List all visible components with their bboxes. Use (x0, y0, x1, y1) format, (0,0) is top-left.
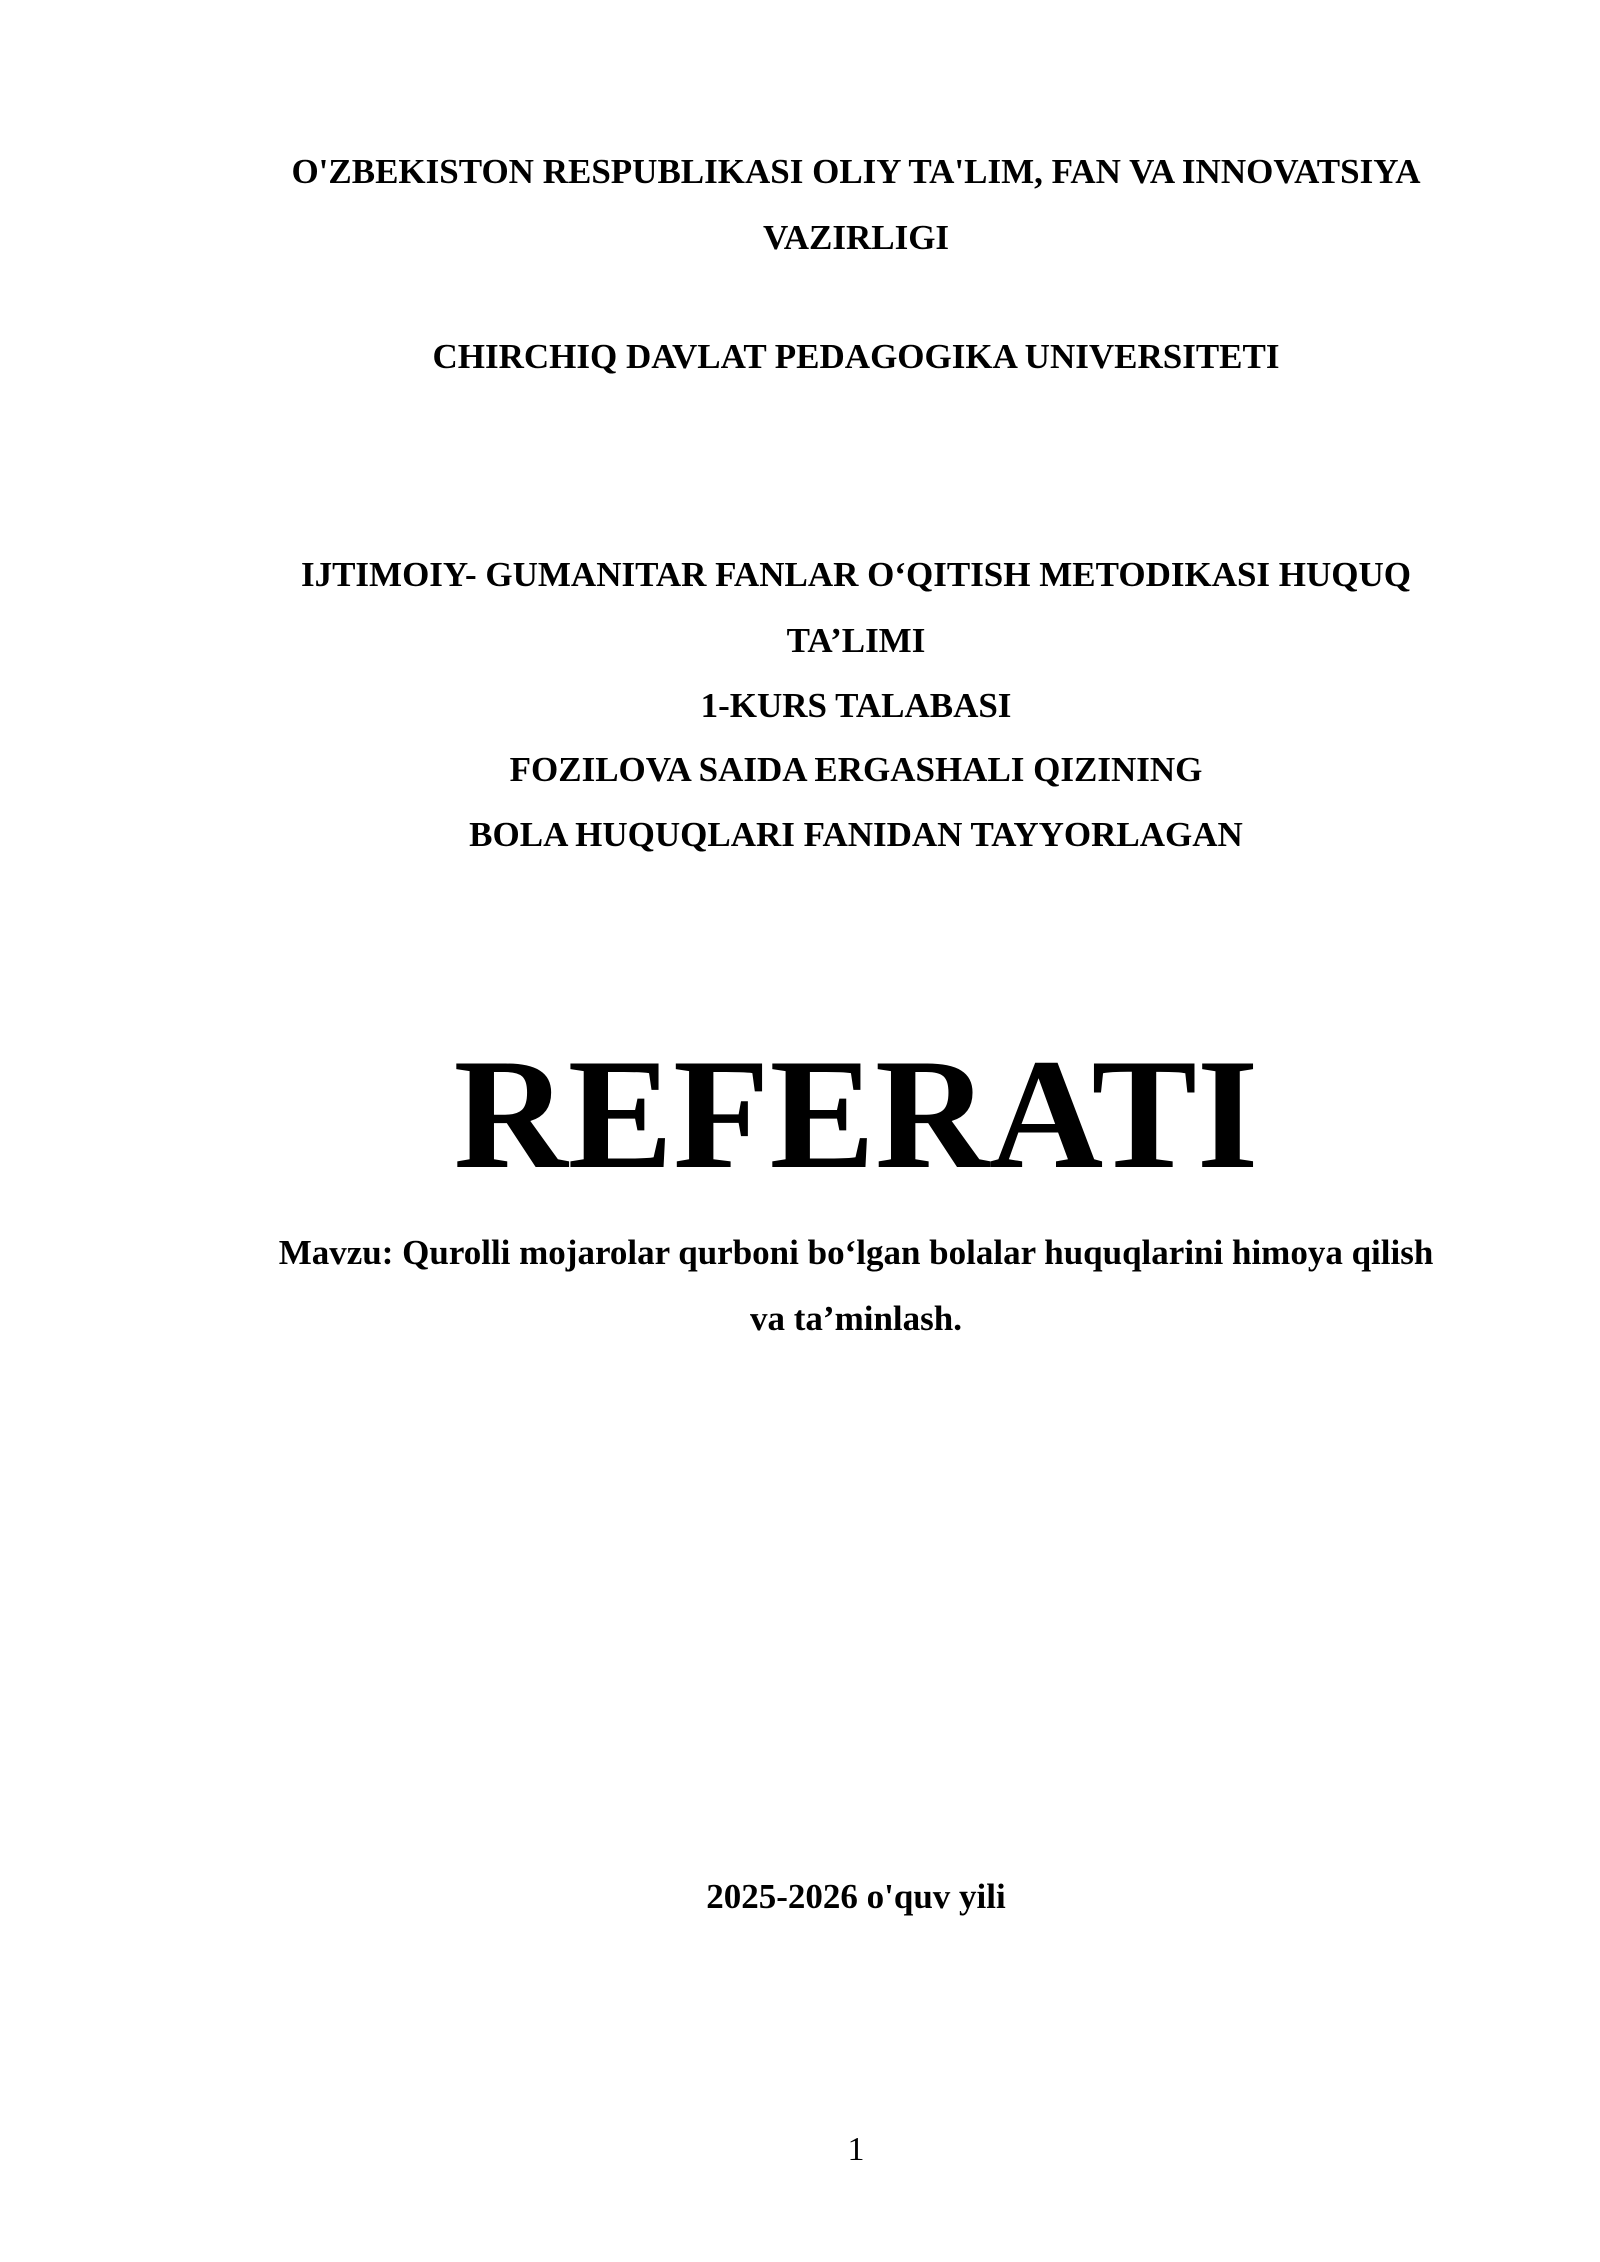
course-year: 1-KURS TALABASI (700, 686, 1012, 725)
ministry-name-line2: VAZIRLIGI (762, 218, 950, 257)
document-title: REFERATI (453, 1027, 1259, 1202)
department-line2: TA’LIMI (786, 621, 926, 660)
academic-year: 2025-2026 o'quv yili (706, 1877, 1006, 1916)
student-name: FOZILOVA SAIDA ERGASHALI QIZINING (509, 750, 1203, 789)
topic-line1: Mavzu: Qurolli mojarolar qurboni bo‘lgan bolalar huquqlarini himoya qilish (278, 1233, 1434, 1272)
page-number: 1 (847, 2131, 865, 2168)
subject-name: BOLA HUQUQLARI FANIDAN TAYYORLAGAN (469, 815, 1243, 854)
ministry-name-line1: O'ZBEKISTON RESPUBLIKASI OLIY TA'LIM, FAN VA INNOVATSIYA (291, 152, 1421, 191)
department-line1: IJTIMOIY- GUMANITAR FANLAR O‘QITISH METODIKASI HUQUQ (300, 555, 1412, 594)
topic-line2: va ta’minlash. (750, 1299, 962, 1338)
university-name: CHIRCHIQ DAVLAT PEDAGOGIKA UNIVERSITETI (432, 337, 1280, 376)
